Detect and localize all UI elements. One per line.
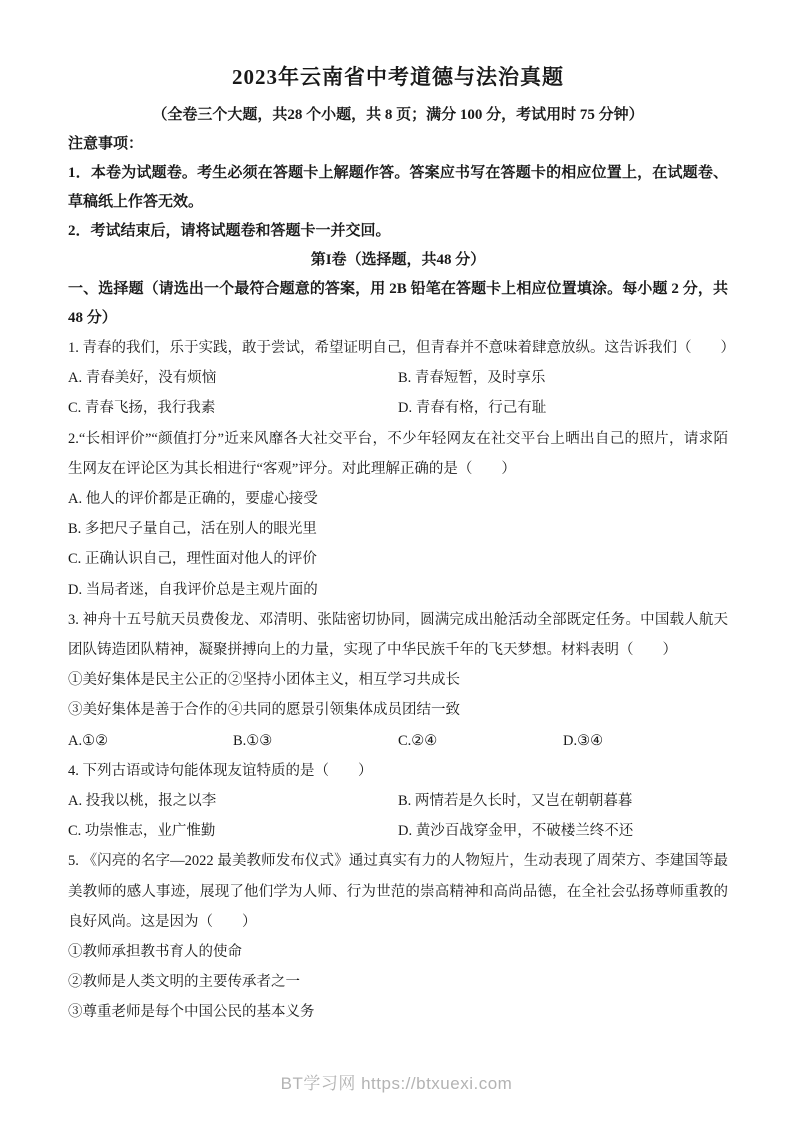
question-1-options: [68, 363, 728, 423]
section1-heading: 一、选择题（请选出一个最符合题意的答案，用 2B 铅笔在答题卡上相应位置填涂。每小题 2 分，共 48 分）: [68, 281, 728, 326]
exam-info-line: （全卷三个大题，共28 个小题，共 8 页；满分 100 分，考试用时 75 分钟）: [152, 107, 644, 123]
question-1: [68, 333, 735, 424]
question-3: [68, 605, 728, 756]
part1-heading: 第I卷（选择题，共48 分）: [310, 252, 486, 268]
question-3-choice-b: B.①③: [233, 732, 273, 749]
question-2: [68, 424, 728, 605]
question-5-stem: 5. 《闪亮的名字—2022 最美教师发布仪式》通过真实有力的人物短片，生动表现了周荣方、李建国等最美教师的感人事迹，展现了他们学为人师、行为世范的崇高精神和高尚品德，在全社会弘扬尊师重教的良好风尚。这是因为（ ）: [68, 853, 728, 930]
question-1-stem: 1. 青春的我们，乐于实践，敢于尝试，希望证明自己，但青春并不意味着肆意放纵。这告诉我们（ ）: [68, 340, 735, 356]
question-5: [68, 846, 728, 1027]
question-4-option-c: C. 功崇惟志，业广惟勤: [68, 823, 216, 840]
question-5-statement-3: ③尊重老师是每个中国公民的基本义务: [68, 1004, 315, 1021]
question-2-stem: 2.“长相评价”“颜值打分”近来风靡各大社交平台，不少年轻网友在社交平台上晒出自己的照片，请求陌生网友在评论区为其长相进行“客观”评分。对此理解正确的是（ ）: [68, 430, 728, 477]
question-3-choices: [68, 726, 728, 756]
question-2-option-b: B. 多把尺子量自己，活在别人的眼光里: [68, 521, 317, 538]
question-2-option-c: C. 正确认识自己，理性面对他人的评价: [68, 551, 317, 568]
question-3-statement-2: ②坚持小团体主义，相互学习共成长: [228, 672, 460, 689]
exam-content: [68, 60, 735, 1028]
question-1-option-a: A. 青春美好，没有烦恼: [68, 370, 217, 387]
question-2-option-d: D. 当局者迷，自我评价总是主观片面的: [68, 581, 318, 598]
notice-item-2: 2．考试结束后，请将试题卷和答题卡一并交回。: [68, 223, 391, 239]
question-4-option-b: B. 两情若是久长时，又岂在朝朝暮暮: [398, 793, 633, 810]
question-1-option-c: C. 青春飞扬，我行我素: [68, 400, 216, 417]
question-3-statement-4: ④共同的愿景引领集体成员团结一致: [228, 702, 460, 719]
question-3-statements: [68, 665, 728, 725]
question-3-choice-c: C.②④: [398, 732, 438, 749]
question-1-option-b: B. 青春短暂，及时享乐: [398, 370, 546, 387]
question-1-option-d: D. 青春有格，行己有耻: [398, 400, 547, 417]
page-title: 2023年云南省中考道德与法治真题: [232, 65, 564, 89]
question-5-statement-1: ①教师承担教书育人的使命: [68, 944, 242, 961]
question-3-choice-d: D.③④: [563, 732, 604, 749]
question-4-stem: 4. 下列古语或诗句能体现友谊特质的是（ ）: [68, 762, 373, 779]
question-3-statement-3: ③美好集体是善于合作的: [68, 702, 228, 719]
question-4-option-d: D. 黄沙百战穿金甲，不破楼兰终不还: [398, 823, 634, 840]
watermark-site-link: BT学习网 https://btxuexi.com: [280, 1074, 513, 1093]
question-4-option-a: A. 投我以桃，报之以李: [68, 793, 217, 810]
question-4: [68, 756, 728, 847]
question-3-choice-a: A.①②: [68, 732, 109, 749]
question-2-option-a: A. 他人的评价都是正确的，要虚心接受: [68, 491, 318, 508]
question-5-statement-2: ②教师是人类文明的主要传承者之一: [68, 974, 300, 991]
notices-heading: 注意事项：: [68, 136, 144, 152]
question-4-options: [68, 786, 728, 846]
notice-item-1: 1．本卷为试题卷。考生必须在答题卡上解题作答。答案应书写在答题卡的相应位置上，在试题卷、草稿纸上作答无效。: [68, 165, 728, 210]
question-3-stem: 3. 神舟十五号航天员费俊龙、邓清明、张陆密切协同，圆满完成出舱活动全部既定任务。中国载人航天团队铸造团队精神，凝聚拼搏向上的力量，实现了中华民族千年的飞天梦想。材料表明（ ）: [68, 611, 728, 659]
question-3-statement-1: ①美好集体是民主公正的: [68, 672, 228, 689]
